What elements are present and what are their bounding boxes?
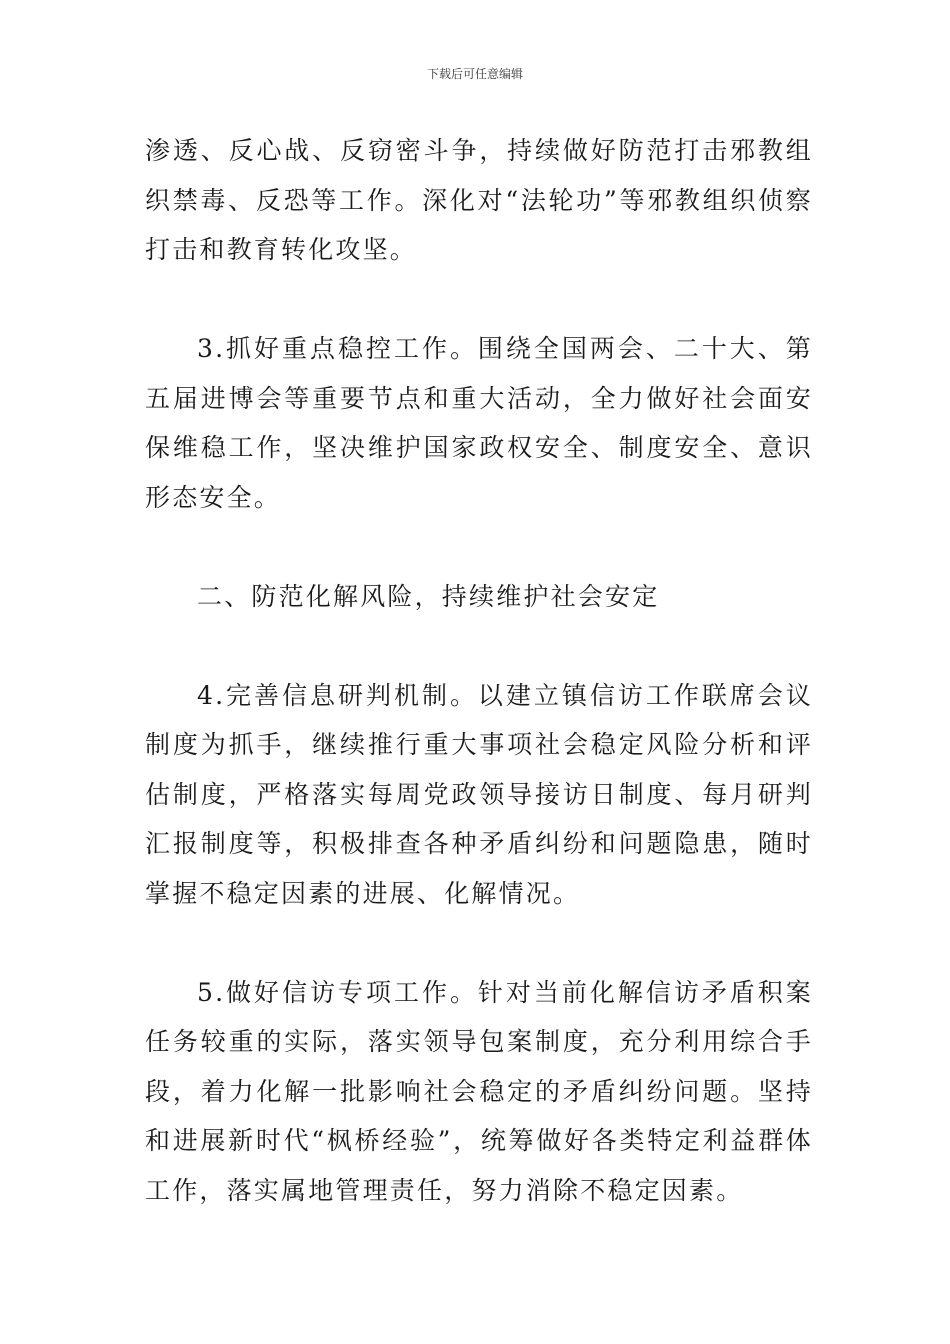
document-body [145, 126, 813, 1215]
paragraph-item-4: 4.完善信息研判机制。以建立镇信访工作联席会议制度为抓手，继续推行重大事项社会稳定风险分析和评估制度，严格落实每周党政领导接访日制度、每月研判汇报制度等，积极排查各种矛盾纠纷和问题隐患，随时掌握不稳定因素的进展、化解情况。 [145, 680, 813, 908]
paragraph-item-3: 3.抓好重点稳控工作。围绕全国两会、二十大、第五届进博会等重要节点和重大活动，全力做好社会面安保维稳工作，坚决维护国家政权安全、制度安全、意识形态安全。 [145, 334, 813, 512]
section-heading-2: 二、防范化解风险，持续维护社会安定 [197, 581, 660, 611]
paragraph-continuation: 渗透、反心战、反窃密斗争，持续做好防范打击邪教组织禁毒、反恐等工作。深化对“法轮功”等邪教组织侦察打击和教育转化攻坚。 [145, 136, 813, 264]
paragraph-item-5: 5.做好信访专项工作。针对当前化解信访矛盾积案任务较重的实际，落实领导包案制度，充分利用综合手段，着力化解一批影响社会稳定的矛盾纠纷问题。坚持和进展新时代“枫桥经验”，统筹做好各类特定利益群体工作，落实属地管理责任，努力消除不稳定因素。 [145, 977, 813, 1205]
page-header: 下载后可任意编辑 [426, 67, 523, 81]
